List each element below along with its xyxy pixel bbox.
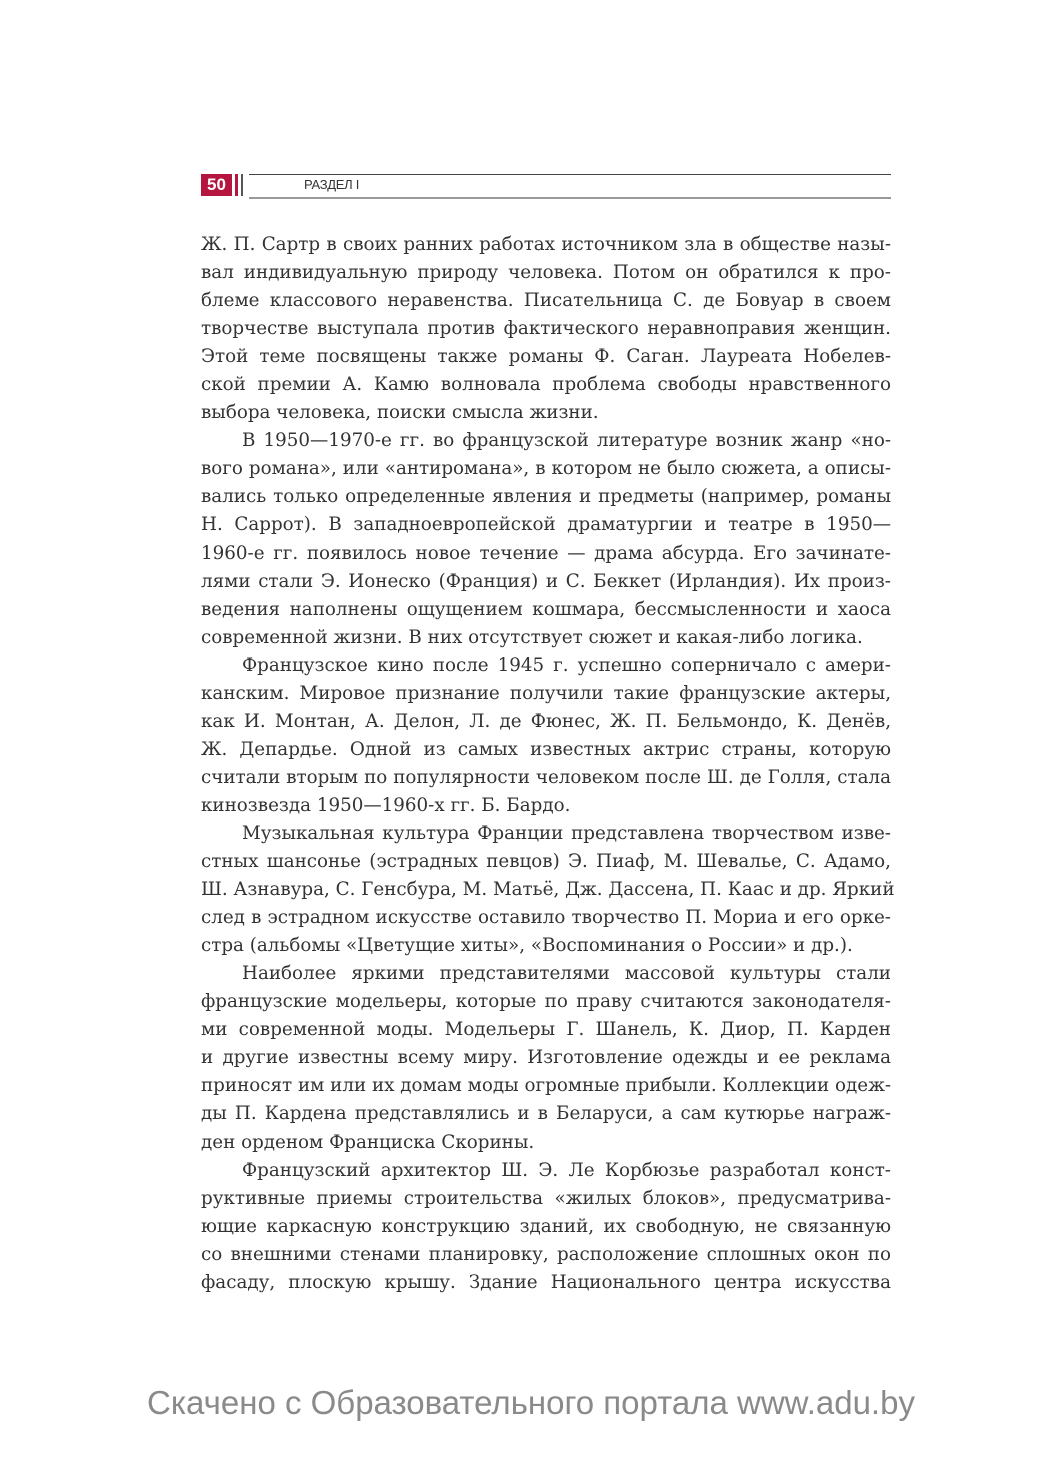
text-line: Ж. Депардье. Одной из самых известных актрис страны, которую xyxy=(201,738,891,760)
download-watermark: Скачено с Образовательного портала www.adu.by xyxy=(147,1384,915,1421)
text-line: блеме классового неравенства. Писательница С. де Бовуар в своем xyxy=(201,290,891,312)
text-line: французские модельеры, которые по праву считаются законодателя- xyxy=(201,991,891,1013)
text-line: как И. Монтан, А. Делон, Л. де Фюнес, Ж. П. Бельмондо, К. Денёв, xyxy=(201,710,891,732)
header-rule-bottom xyxy=(249,197,891,199)
text-line: ды П. Кардена представлялись и в Беларуси, а сам кутюрье награж- xyxy=(201,1103,891,1125)
text-line: вались только определенные явления и предметы (например, романы xyxy=(201,486,891,508)
text-line: творчестве выступала против фактического неравноправия женщин. xyxy=(201,318,891,340)
header-accent-bar xyxy=(235,174,238,196)
text-line: приносят им или их домам моды огромные прибыли. Коллекции одеж- xyxy=(201,1075,892,1097)
text-line: стра (альбомы «Цветущие хиты», «Воспоминания о России» и др.). xyxy=(201,935,853,957)
text-line: кинозвезда 1950—1960-х гг. Б. Бардо. xyxy=(201,794,571,816)
text-line: вал индивидуальную природу человека. Потом он обратился к про- xyxy=(201,262,891,284)
paragraph xyxy=(201,427,891,651)
text-line: ской премии А. Камю волновала проблема свободы нравственного xyxy=(201,374,891,396)
text-line: и другие известны всему миру. Изготовление одежды и ее реклама xyxy=(201,1047,891,1069)
paragraph xyxy=(201,1157,891,1297)
text-line: современной жизни. В них отсутствует сюжет и какая-либо логика. xyxy=(201,626,863,648)
text-line: считали вторым по популярности человеком после Ш. де Голля, стала xyxy=(201,766,891,788)
text-line: канским. Мировое признание получили такие французские актеры, xyxy=(201,682,891,704)
text-line: ден орденом Франциска Скорины. xyxy=(201,1131,535,1153)
text-line: Французский архитектор Ш. Э. Ле Корбюзье разработал конст- xyxy=(242,1159,891,1181)
text-line: Французское кино после 1945 г. успешно соперничало с амери- xyxy=(242,654,891,676)
text-line: выбора человека, поиски смысла жизни. xyxy=(201,402,599,424)
body-text xyxy=(201,231,895,1297)
text-line: Наиболее яркими представителями массовой культуры стали xyxy=(242,963,891,985)
text-line: ведения наполнены ощущением кошмара, бессмысленности и хаоса xyxy=(201,598,891,620)
paragraph xyxy=(201,820,895,960)
text-line: стных шансонье (эстрадных певцов) Э. Пиаф, М. Шевалье, С. Адамо, xyxy=(201,851,891,873)
text-line: фасаду, плоскую крышу. Здание Национального центра искусства xyxy=(201,1271,891,1293)
text-line: Музыкальная культура Франции представлена творчеством изве- xyxy=(242,822,891,844)
text-line: Ж. П. Сартр в своих ранних работах источником зла в обществе назы- xyxy=(201,234,891,255)
text-line: ми современной моды. Модельеры Г. Шанель, К. Диор, П. Карден xyxy=(201,1019,891,1041)
section-title: РАЗДЕЛ I xyxy=(304,177,360,192)
text-line: след в эстрадном искусстве оставило творчество П. Мориа и его орке- xyxy=(201,907,891,929)
text-line: В 1950—1970-е гг. во французской литературе возник жанр «но- xyxy=(242,430,891,452)
paragraph xyxy=(201,960,891,1156)
text-line: со внешними стенами планировку, расположение сплошных окон по xyxy=(201,1243,891,1265)
text-line: Ш. Азнавура, С. Генсбура, М. Матьё, Дж. Дассена, П. Каас и др. Яркий xyxy=(201,879,895,901)
text-line: лями стали Э. Ионеско (Франция) и С. Беккет (Ирландия). Их произ- xyxy=(201,570,891,592)
text-line: Н. Саррот). В западноевропейской драматургии и театре в 1950— xyxy=(201,514,891,536)
paragraph xyxy=(201,652,891,820)
paragraph xyxy=(201,231,891,427)
page-number: 50 xyxy=(201,174,232,196)
header-rule-top xyxy=(249,174,891,175)
text-line: руктивные приемы строительства «жилых блоков», предусматрива- xyxy=(201,1187,891,1209)
text-line: вого романа», или «антиромана», в котором не было сюжета, а описы- xyxy=(201,458,891,480)
header-divider-bar xyxy=(241,174,243,196)
running-header xyxy=(201,172,891,198)
text-line: Этой теме посвящены также романы Ф. Саган. Лауреата Нобелев- xyxy=(201,346,891,368)
text-line: ющие каркасную конструкцию зданий, их свободную, не связанную xyxy=(201,1215,891,1237)
text-line: 1960-е гг. появилось новое течение — драма абсурда. Его зачинате- xyxy=(201,542,891,564)
